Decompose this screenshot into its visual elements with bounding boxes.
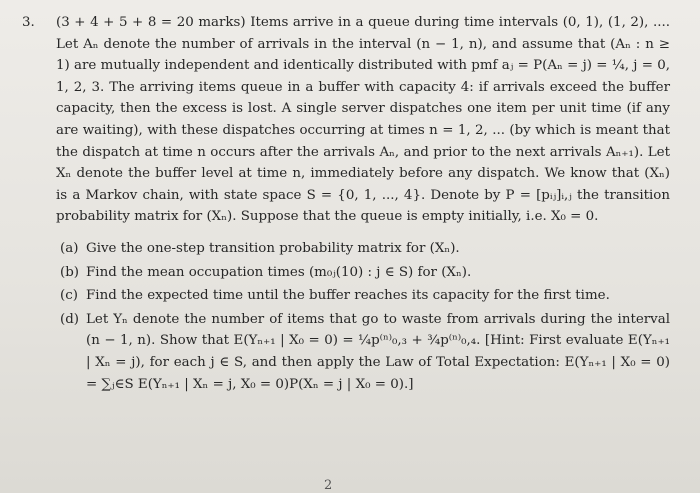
problem-number: 3. [22,15,35,30]
problem-statement: (3 + 4 + 5 + 8 = 20 marks) Items arrive in a queue during time intervals (0, 1), (1, 2), .... Let Aₙ denote the number of arrivals in the interval (n − 1, n), and assume that (Aₙ : n ≥ 1) are mutually independent and identically distributed with pmf aⱼ = P(Aₙ = j) = ¼, j = 0, 1, 2, 3. The arriving items queue in a buffer with capacity 4: if arrivals exceed the buffer capacity, then the excess is lost. A single server dispatches one item per unit time (if any are waiting), with these dispatches occurring at times n = 1, 2, ... (by which is meant that the dispatch at time n occurs after the arrivals Aₙ, and prior to the next arrivals Aₙ₊₁). Let Xₙ denote the buffer level at time n, immediately before any dispatch. We know that (Xₙ) is a Markov chain, with state space S = {0, 1, ..., 4}. Denote by P = [pᵢⱼ]ᵢ,ⱼ the transition probability matrix for (Xₙ). Suppose that the queue is empty initially, i.e. X₀ = 0. [56,15,670,225]
subpart-text: Find the mean occupation times (m₀ⱼ(10) : j ∈ S) for (Xₙ). [86,264,472,280]
page-number: 2 [324,478,333,493]
subparts-list [60,238,670,395]
subpart-c [60,285,670,307]
subpart-b [60,262,670,284]
subpart-label: (c) [60,288,78,304]
problem-3 [22,12,670,397]
subpart-a [60,238,670,260]
subpart-label: (b) [60,264,80,280]
subpart-label: (d) [60,311,80,327]
subpart-text: Give the one-step transition probability matrix for (Xₙ). [86,240,460,256]
subpart-label: (a) [60,240,79,256]
subpart-text: Find the expected time until the buffer reaches its capacity for the first time. [86,288,610,304]
subpart-d [60,309,670,395]
subpart-text: Let Yₙ denote the number of items that go to waste from arrivals during the interval (n − 1, n). Show that E(Yₙ₊₁ | X₀ = 0) = ¼p⁽ⁿ⁾₀,₃ + ¾p⁽ⁿ⁾₀,₄. [Hint: First evaluate E(Yₙ₊₁ | Xₙ = j), for each j ∈ S, and then apply the Law of Total Expectation: E(Yₙ₊₁ | X₀ = 0) = ∑ⱼ∈S E(Yₙ₊₁ | Xₙ = j, X₀ = 0)P(Xₙ = j | X₀ = 0).] [86,311,670,392]
